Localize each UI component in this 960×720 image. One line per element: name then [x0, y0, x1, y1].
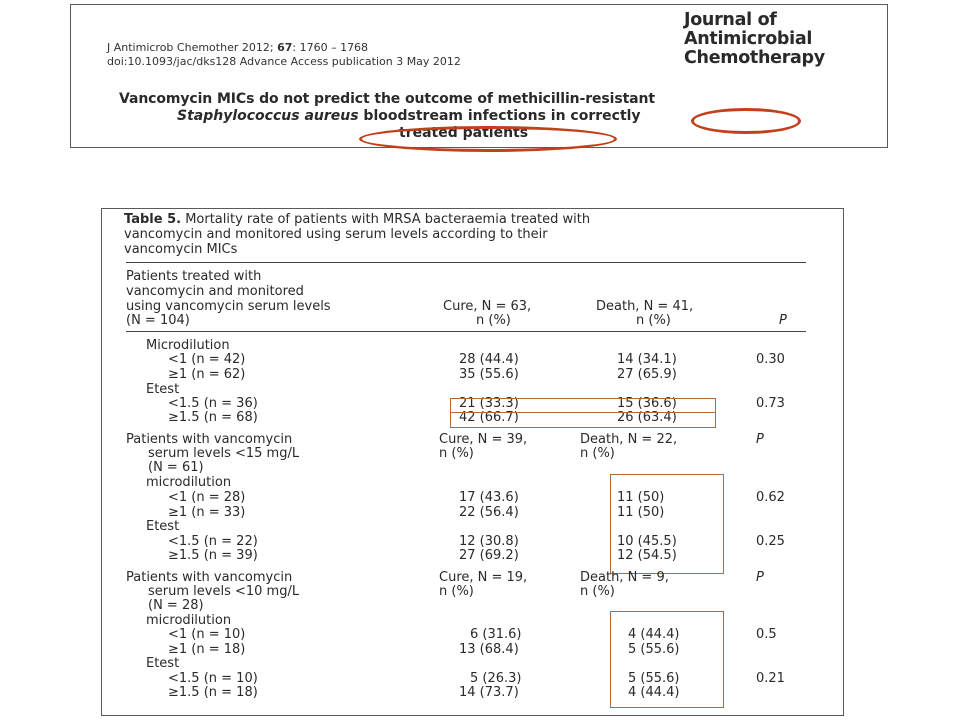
table-row-label: <1 (n = 28): [168, 490, 246, 505]
section1-cure-subheader: n (%): [476, 313, 511, 328]
section2-death-header: Death, N = 22,: [580, 432, 678, 447]
table-cell-p: 0.21: [756, 671, 785, 686]
table-cell-death: 27 (65.9): [617, 367, 677, 382]
table-row-label: ≥1.5 (n = 39): [168, 548, 258, 563]
table-cell-death: 4 (44.4): [628, 685, 680, 700]
red-circle-annotation-treated-patients: [359, 126, 617, 152]
section2-method-microdilution: microdilution: [146, 475, 232, 490]
table-caption-label: Table 5.: [124, 212, 182, 227]
section1-header-line-3: using vancomycin serum levels: [126, 299, 331, 314]
section3-method-microdilution: microdilution: [146, 613, 232, 628]
table-row-label: <1 (n = 42): [168, 352, 246, 367]
table-cell-death: 5 (55.6): [628, 671, 680, 686]
section2-death-subheader: n (%): [580, 446, 615, 461]
table-caption-line-3: vancomycin MICs: [124, 242, 238, 257]
citation-pages: : 1760 – 1768: [292, 41, 369, 54]
table-row-label: ≥1 (n = 18): [168, 642, 246, 657]
citation-journal: J Antimicrob Chemother: [107, 41, 239, 54]
section3-p-header: P: [756, 570, 764, 585]
section2-method-etest: Etest: [146, 519, 180, 534]
table-cell-p: 0.25: [756, 534, 785, 549]
section1-death-subheader: n (%): [636, 313, 671, 328]
highlight-box-etest-low: [450, 398, 716, 413]
section2-header-line-3: (N = 61): [148, 460, 204, 475]
article-title-line-1: Vancomycin MICs do not predict the outcome of methicillin-resistant: [119, 91, 655, 107]
section2-p-header: P: [756, 432, 764, 447]
table-cell-death: 11 (50): [617, 490, 665, 505]
table-cell-death: 5 (55.6): [628, 642, 680, 657]
table-cell-cure: 14 (73.7): [459, 685, 519, 700]
section3-method-etest: Etest: [146, 656, 180, 671]
table-cell-cure: 17 (43.6): [459, 490, 519, 505]
table-cell-death: 26 (63.4): [617, 410, 677, 425]
section2-cure-subheader: n (%): [439, 446, 474, 461]
journal-name-line-1: Journal of: [684, 10, 777, 30]
section1-method-etest: Etest: [146, 382, 180, 397]
table-cell-cure: 21 (33.3): [459, 396, 519, 411]
section3-cure-subheader: n (%): [439, 584, 474, 599]
table-cell-cure: 6 (31.6): [470, 627, 522, 642]
table-5-box: [101, 208, 844, 716]
table-caption-line-2: vancomycin and monitored using serum levels according to their: [124, 227, 548, 242]
table-row-label: ≥1 (n = 33): [168, 505, 246, 520]
table-cell-cure: 28 (44.4): [459, 352, 519, 367]
article-title-line-3: treated patients: [399, 125, 529, 141]
table-cell-death: 15 (36.6): [617, 396, 677, 411]
table-cell-death: 4 (44.4): [628, 627, 680, 642]
table-row-label: <1.5 (n = 36): [168, 396, 258, 411]
section1-header-line-1: Patients treated with: [126, 269, 262, 284]
citation-year: 2012;: [241, 41, 274, 54]
table-row-label: <1.5 (n = 22): [168, 534, 258, 549]
highlight-box-etest-high: [450, 412, 716, 428]
table-cell-cure: 35 (55.6): [459, 367, 519, 382]
section3-cure-header: Cure, N = 19,: [439, 570, 528, 585]
highlight-box-section2-death: [610, 474, 724, 574]
section2-cure-header: Cure, N = 39,: [439, 432, 528, 447]
section1-method-microdilution: Microdilution: [146, 338, 230, 353]
highlight-box-section3-death: [610, 611, 724, 708]
section3-header-line-1: Patients with vancomycin: [126, 570, 293, 585]
table-cell-death: 14 (34.1): [617, 352, 677, 367]
table-cell-p: 0.30: [756, 352, 785, 367]
journal-name-line-3: Chemotherapy: [684, 48, 825, 68]
table-cell-death: 11 (50): [617, 505, 665, 520]
section1-header-line-2: vancomycin and monitored: [126, 284, 304, 299]
section1-death-header: Death, N = 41,: [596, 299, 694, 314]
article-title-organism: Staphylococcus aureus: [177, 108, 359, 124]
section1-cure-header: Cure, N = 63,: [443, 299, 532, 314]
section2-header-line-2: serum levels <15 mg/L: [148, 446, 300, 461]
table-cell-cure: 27 (69.2): [459, 548, 519, 563]
article-header-box: [70, 4, 888, 148]
table-row-label: ≥1.5 (n = 68): [168, 410, 258, 425]
section2-header-line-1: Patients with vancomycin: [126, 432, 293, 447]
table-cell-death: 12 (54.5): [617, 548, 677, 563]
red-circle-annotation-correctly: [691, 108, 801, 134]
citation-doi: doi:10.1093/jac/dks128 Advance Access publication 3 May 2012: [107, 55, 461, 68]
table-row-label: ≥1 (n = 62): [168, 367, 246, 382]
table-row-label: ≥1.5 (n = 18): [168, 685, 258, 700]
table-caption-line-1: [124, 212, 590, 227]
table-cell-p: 0.73: [756, 396, 785, 411]
article-title-line-2: [177, 108, 641, 124]
table-row-label: <1 (n = 10): [168, 627, 246, 642]
section3-header-line-3: (N = 28): [148, 598, 204, 613]
table-top-rule: [126, 262, 806, 263]
table-cell-cure: 22 (56.4): [459, 505, 519, 520]
table-cell-cure: 13 (68.4): [459, 642, 519, 657]
section3-header-line-2: serum levels <10 mg/L: [148, 584, 300, 599]
journal-name-line-2: Antimicrobial: [684, 29, 813, 49]
article-title-line-2-rest: bloodstream infections in correctly: [358, 108, 641, 124]
table-cell-cure: 12 (30.8): [459, 534, 519, 549]
table-cell-p: 0.5: [756, 627, 777, 642]
citation-volume: 67: [277, 41, 293, 54]
table-cell-cure: 5 (26.3): [470, 671, 522, 686]
table-cell-p: 0.62: [756, 490, 785, 505]
section3-death-header: Death, N = 9,: [580, 570, 669, 585]
section3-death-subheader: n (%): [580, 584, 615, 599]
table-cell-death: 10 (45.5): [617, 534, 677, 549]
section1-p-header: P: [779, 313, 787, 328]
citation-line-1: [107, 41, 368, 54]
table-row-label: <1.5 (n = 10): [168, 671, 258, 686]
journal-logo: [684, 11, 884, 68]
section1-header-line-4: (N = 104): [126, 313, 190, 328]
section1-header-rule: [126, 331, 806, 332]
table-cell-cure: 42 (66.7): [459, 410, 519, 425]
table-caption-text-1: Mortality rate of patients with MRSA bacteraemia treated with: [181, 212, 591, 227]
